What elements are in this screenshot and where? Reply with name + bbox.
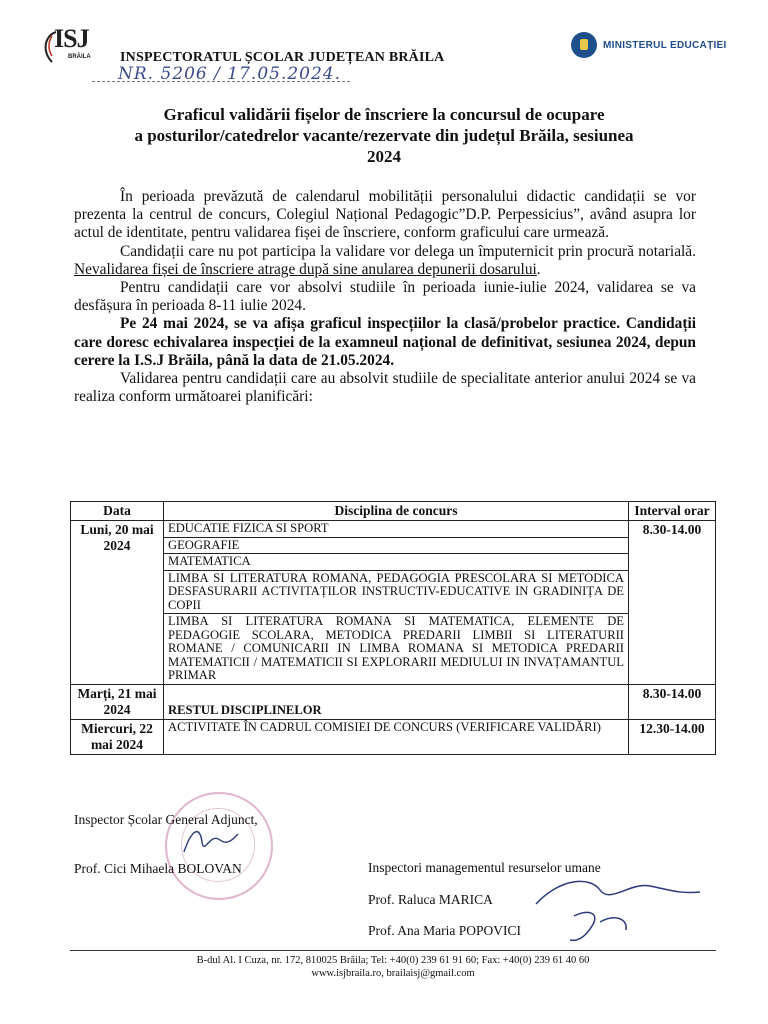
table-row [71,554,716,571]
discipline-cell: LIMBA SI LITERATURA ROMANA SI MATEMATICA, ELEMENTE DE PEDAGOGIE SCOLARA, METODICA PREDARII LIMBII SI LITERATURII ROMANE / COMUNICARII IN LIMBA ROMANA SI METODICA PREDARII MATEMATICII / MATEMATICII SI EXPLORARII MEDIULUI IN INVAȚAMANTUL PRIMAR [164,614,629,685]
header-discipline: Disciplina de concurs [164,502,629,521]
table-header-row [71,502,716,521]
isj-logo [40,24,100,64]
discipline-cell: ACTIVITATE ÎN CADRUL COMISIEI DE CONCURS (VERIFICARE VALIDĂRI) [164,719,629,754]
row-date: Miercuri, 22 mai 2024 [71,719,164,754]
registration-number: NR. 5206 / 17.05.2024. [118,64,342,84]
table-row [71,719,716,754]
title-line-2: a posturilor/catedrelor vacante/rezervate din județul Brăila, sesiunea [134,126,634,145]
paragraph-3: Pentru candidații care vor absolvi studiile în perioada iunie-iulie 2024, validarea se va desfășura în perioada 8-11 iulie 2024. [74,279,696,315]
paragraph-2-end: . [536,260,541,278]
table-row [71,684,716,719]
discipline-cell: GEOGRAFIE [164,537,629,554]
signer-left-name: Prof. Cici Mihaela BOLOVAN [74,861,242,876]
signer-right-name-2: Prof. Ana Maria POPOVICI [368,923,521,938]
discipline-cell: RESTUL DISCIPLINELOR [164,684,629,719]
title-line-3: 2024 [367,147,401,166]
header-date: Data [71,502,164,521]
row-interval: 8.30-14.00 [629,521,716,685]
signer-left-role: Inspector Școlar General Adjunct, [74,812,258,827]
row-interval: 8.30-14.00 [629,684,716,719]
document-body [74,188,696,406]
row-date: Marți, 21 mai 2024 [71,684,164,719]
registration-underline [92,81,350,82]
row-interval: 12.30-14.00 [629,719,716,754]
isj-logo-text: ISJ [54,24,89,53]
table-row [71,537,716,554]
signature-left [180,822,240,862]
table-row [71,614,716,685]
footer-address: B-dul Al. I Cuza, nr. 172, 810025 Brăila; Tel: +40(0) 239 61 91 60; Fax: +40(0) 239 61 40 60 [196,955,590,966]
title-line-1: Graficul validării fișelor de înscriere la concursul de ocupare [163,105,605,124]
validation-schedule-table [70,501,716,755]
table-row [71,521,716,538]
signer-right-name-1: Prof. Raluca MARICA [368,892,493,907]
footer [70,954,716,980]
ministry-logo [571,32,727,58]
row-date: Luni, 20 mai 2024 [71,521,164,685]
paragraph-2 [74,243,696,279]
paragraph-1: În perioada prevăzută de calendarul mobilității personalului didactic candidații se vor prezenta la centrul de concurs, Colegiul Național Pedagogic”D.P. Perpessicius”, având asupra lor actul de identitate, pentru validarea fișei de înscriere, conform graficului care urmează. [74,188,696,242]
signer-right-role: Inspectori managementul resurselor umane [368,860,601,875]
footer-divider [70,950,716,951]
coat-of-arms-icon [571,32,597,58]
document-title [60,104,708,167]
paragraph-4-bold: Pe 24 mai 2024, se va afișa graficul inspecțiilor la clasă/probelor practice. Candidații care doresc echivalarea inspecției de la examneul național de definitivat, sesiunea 2024, depun cerere la I.S.J Brăila, până la data de 21.05.2024. [74,315,696,369]
discipline-cell: MATEMATICA [164,554,629,571]
paragraph-2-underlined: Nevalidarea fișei de înscriere atrage după sine anularea depunerii dosarului [74,260,537,278]
org-name: INSPECTORATUL ȘCOLAR JUDEȚEAN BRĂILA [120,50,445,65]
isj-logo-subtext: BRĂILA [68,54,91,60]
discipline-cell: EDUCATIE FIZICA SI SPORT [164,521,629,538]
header-interval: Interval orar [629,502,716,521]
table-row [71,570,716,614]
paragraph-5: Validarea pentru candidații care au absolvit studiile de specialitate anterior anului 2024 se va realiza conform următoarei planificări: [74,370,696,406]
footer-contact: www.isjbraila.ro, brailaisj@gmail.com [311,968,475,979]
signature-right [530,868,706,948]
paragraph-2-text: Candidații care nu pot participa la validare vor delega un împuternicit prin procură notarială. [120,242,696,260]
discipline-cell: LIMBA SI LITERATURA ROMANA, PEDAGOGIA PRESCOLARA SI METODICA DESFASURARII ACTIVITAȚILOR INSTRUCTIV-EDUCATIVE IN GRADINIȚA DE COPII [164,570,629,614]
ministry-name: MINISTERUL EDUCAȚIEI [603,39,727,51]
